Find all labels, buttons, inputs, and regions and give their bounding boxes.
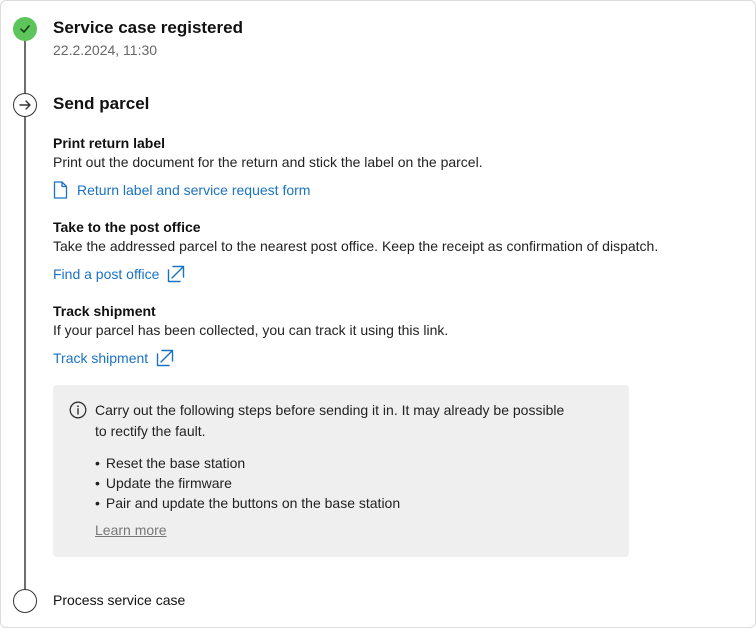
section-heading-print-label: Print return label <box>53 135 166 151</box>
info-box <box>53 385 629 557</box>
step-done-marker <box>13 17 37 41</box>
step-datetime: 22.2.2024, 11:30 <box>53 42 158 58</box>
list-item: • Update the firmware <box>95 473 400 493</box>
return-label-link-label: Return label and service request form <box>77 182 311 198</box>
step-active-marker <box>13 93 37 117</box>
arrow-right-icon <box>18 98 32 112</box>
document-icon <box>53 181 68 199</box>
info-text: Carry out the following steps before sending it in. It may already be possible to rectify the fault. <box>95 402 565 439</box>
section-body-post-office: Take the addressed parcel to the nearest post office. Keep the receipt as confirmation of dispatch. <box>53 238 659 254</box>
find-post-office-link[interactable] <box>53 265 185 283</box>
step-title-registered: Service case registered <box>53 18 243 37</box>
external-link-icon <box>167 265 185 283</box>
list-item: • Reset the base station <box>95 453 400 473</box>
step-title-send-parcel: Send parcel <box>53 94 150 113</box>
learn-more-link[interactable]: Learn more <box>95 522 167 538</box>
return-label-link[interactable] <box>53 181 310 199</box>
step-pending-marker <box>13 589 37 613</box>
track-shipment-link[interactable] <box>53 349 174 367</box>
list-item: • Pair and update the buttons on the base station <box>95 493 400 513</box>
find-post-office-link-label: Find a post office <box>53 266 160 282</box>
external-link-icon <box>156 349 174 367</box>
info-icon <box>69 401 87 419</box>
track-shipment-link-label: Track shipment <box>53 350 149 366</box>
step-title-process: Process service case <box>53 592 186 608</box>
section-body-print-label: Print out the document for the return and stick the label on the parcel. <box>53 154 483 170</box>
section-heading-post-office: Take to the post office <box>53 219 201 235</box>
section-body-track: If your parcel has been collected, you can track it using this link. <box>53 322 449 338</box>
section-heading-track: Track shipment <box>53 303 156 319</box>
info-steps-list <box>95 453 400 513</box>
timeline-line <box>24 37 26 593</box>
check-icon <box>18 22 32 36</box>
